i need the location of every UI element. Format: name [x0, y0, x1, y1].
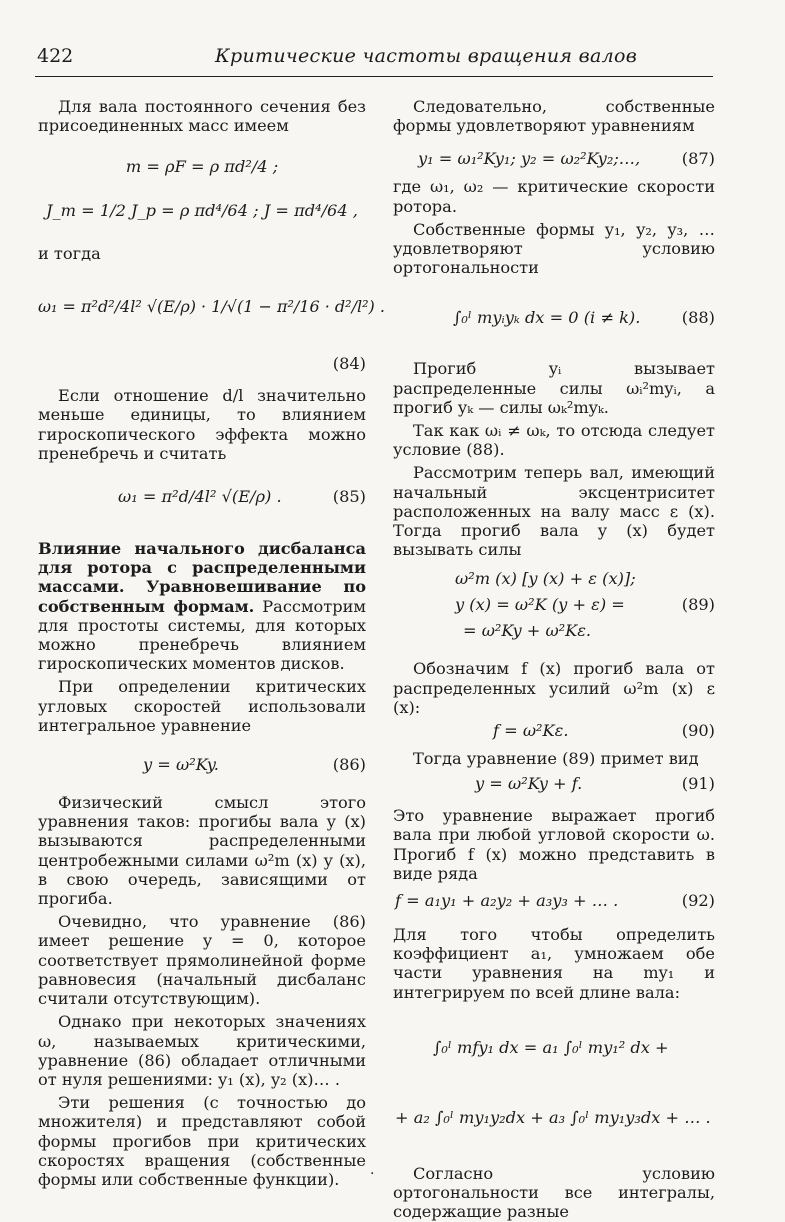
equation-93-block [393, 1008, 715, 1158]
equation-89-block [393, 565, 715, 645]
formula-J: J_m = 1/2 J_p = ρ πd⁴/64 ; J = πd⁴/64 , [46, 200, 358, 220]
paragraph: Для вала постоянного сечения без присоединенных масс имеем [38, 97, 366, 136]
paragraph: Физический смысл этого уравнения таков: прогибы вала y (x) вызываются распределенными центробежными силами ω²m (x) y (x), в свою очередь, зависящими от прогиба. [38, 793, 366, 909]
formula-91: y = ω²Ky + f. [475, 774, 583, 794]
equation-91-row [393, 774, 715, 800]
paragraph: Согласно условию ортогональности все интегралы, содержащие разные [393, 1163, 715, 1222]
left-column [38, 97, 385, 1189]
equation-number: (91) [681, 774, 715, 794]
paragraph: Очевидно, что уравнение (86) имеет решение y = 0, которое соответствует прямолинейной форме равновесия (начальный дисбаланс считали отсутствующим). [38, 912, 366, 1009]
paragraph: При определении критических угловых скоростей использовали интегральное уравнение [38, 677, 366, 735]
equation-number: (87) [681, 149, 715, 169]
equation-87-row [393, 149, 715, 173]
section-heading: Влияние начального дисбаланса для ротора с распределенными массами. Уравновешивание по собственным формам. [38, 539, 366, 616]
paragraph: где ω₁, ω₂ — критические скорости ротора. [393, 177, 715, 216]
paragraph: Обозначим f (x) прогиб вала от распределенных усилий ω²m (x) ε (x): [393, 659, 715, 717]
equation-number: (92) [681, 891, 715, 911]
equation-number: (90) [681, 721, 715, 741]
formula-m: m = ρF = ρ πd²/4 ; [125, 157, 279, 177]
formula-84: ω₁ = π²d²/4l² √(E/ρ) · 1/√(1 − π²/16 · d²/l²) . [38, 297, 385, 317]
formula-93-line2: + a₂ ∫₀ˡ my₁y₂dx + a₃ ∫₀ˡ my₁y₃dx + … . [395, 1107, 711, 1127]
equation-88-row [393, 283, 715, 353]
equation-90-row [393, 721, 715, 745]
paragraph: Это уравнение выражает прогиб вала при любой угловой скорости ω. Прогиб f (x) можно представить в виде ряда [393, 806, 715, 883]
formula-85: ω₁ = π²d/4l² √(E/ρ) . [118, 487, 282, 507]
paragraph: Для того чтобы определить коэффициент a₁, умножаем обе части уравнения на my₁ и интегрируем по всей длине вала: [393, 925, 715, 1002]
paragraph: Следовательно, собственные формы удовлетворяют уравнениям [393, 97, 715, 136]
formula-87: y₁ = ω₁²Ky₁; y₂ = ω₂²Ky₂;…, [418, 149, 641, 169]
paragraph [38, 539, 366, 673]
paragraph: Рассмотрим теперь вал, имеющий начальный эксцентриситет расположенных на валу масс ε (x). Тогда прогиб вала y (x) будет вызывать силы [393, 463, 715, 560]
paragraph: Тогда уравнение (89) примет вид [413, 749, 699, 769]
equation-number: (84) [332, 354, 366, 374]
paragraph: Так как ωᵢ ≠ ωₖ, то отсюда следует условие (88). [393, 421, 715, 460]
formula-93-line1: ∫₀ˡ mfy₁ dx = a₁ ∫₀ˡ my₁² dx + [433, 1037, 669, 1057]
formula-89-line3: = ω²Ky + ω²Kε. [463, 621, 592, 641]
equation-85-row [38, 477, 366, 517]
running-title: Критические частоты вращения валов [215, 45, 638, 67]
equation-number: (89) [681, 595, 715, 615]
page-dot: · [370, 1166, 375, 1182]
page-number: 422 [37, 45, 74, 67]
right-column [393, 97, 715, 1222]
formula-89-line2: y (x) = ω²K (y + ε) = [455, 595, 625, 615]
paragraph: Если отношение d/l значительно меньше единицы, то влиянием гироскопического эффекта можно пренебречь и считать [38, 386, 366, 463]
paragraph: и тогда [38, 243, 101, 263]
formula-90: f = ω²Kε. [493, 721, 569, 741]
paragraph: Собственные формы y₁, y₂, y₃, … удовлетворяют условию ортогональности [393, 219, 715, 278]
equation-number: (85) [332, 487, 366, 507]
paragraph: Прогиб yᵢ вызывает распределенные силы ωᵢ²myᵢ, а прогиб yₖ — силы ωₖ²myₖ. [393, 359, 715, 417]
paragraph: Эти решения (с точностью до множителя) и представляют собой формы прогибов при критических скоростях вращения (собственные формы или собственные функции). [38, 1093, 366, 1189]
equation-86-row [38, 755, 366, 777]
equation-84-row [38, 354, 366, 374]
formula-89-line1: ω²m (x) [y (x) + ε (x)]; [455, 569, 636, 589]
formula-88: ∫₀ˡ myᵢyₖ dx = 0 (i ≠ k). [453, 308, 641, 328]
paragraph: Однако при некоторых значениях ω, называемых критическими, уравнение (86) обладает отличными от нуля решениями: y₁ (x), y₂ (x)… . [38, 1012, 366, 1089]
equation-number: (86) [332, 755, 366, 775]
paragraph-text: Рассмотрим для простоты системы, для которых можно пренебречь влиянием гироскопических моментов дисков. [38, 596, 367, 674]
header-rule [35, 76, 713, 77]
formula-92: f = a₁y₁ + a₂y₂ + a₃y₃ + … . [395, 891, 619, 911]
formula-86: y = ω²Ky. [143, 755, 219, 775]
equation-92-row [393, 891, 715, 917]
equation-number: (88) [681, 308, 715, 328]
